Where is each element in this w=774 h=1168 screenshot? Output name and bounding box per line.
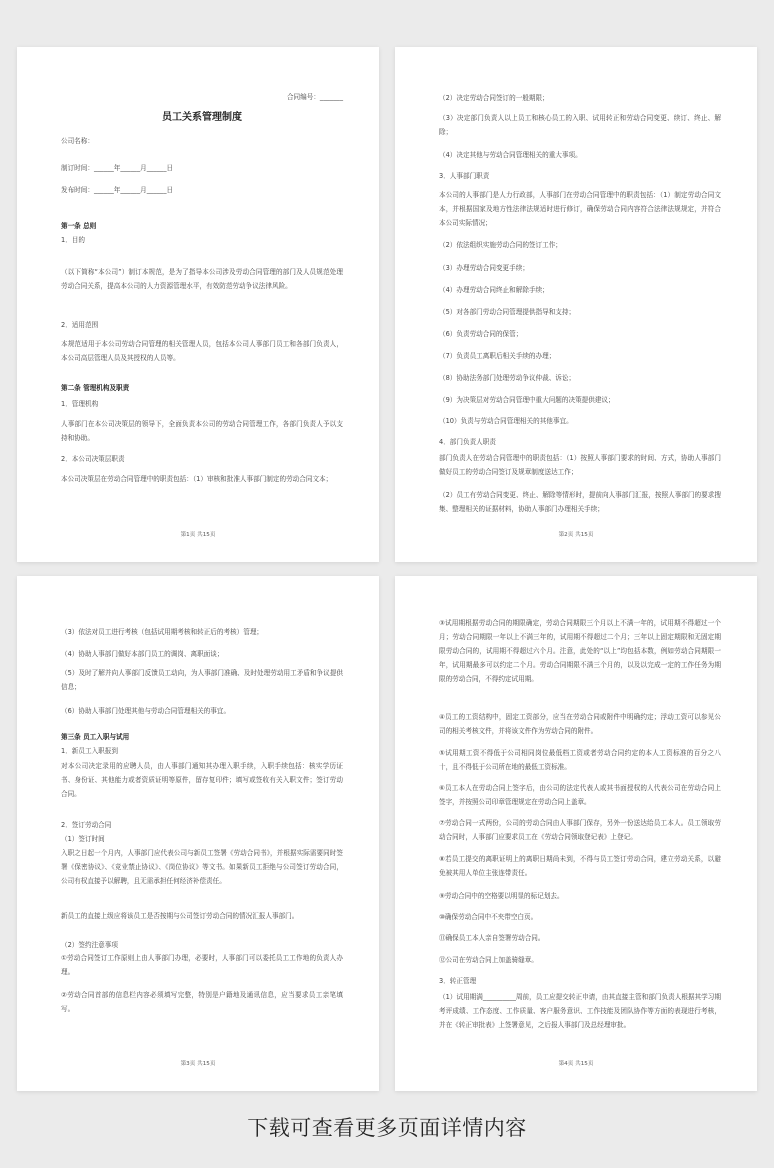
document-page-2 <box>395 47 757 562</box>
list-item: （9）为决策层对劳动合同管理中重大问题的决策提供建议； <box>439 396 615 404</box>
page-footer: 第1页 共15页 <box>180 532 216 538</box>
document-page-3 <box>17 576 379 1091</box>
list-item: （5）对各部门劳动合同管理提供指导和支持； <box>439 308 576 316</box>
list-item: （2）决定劳动合同签订的一般期限； <box>439 94 549 102</box>
paragraph: 本公司决策层在劳动合同管理中的职责包括：（1）审核和批准人事部门制定的劳动合同文本； <box>61 475 333 483</box>
contract-number: 合同编号：_______ <box>286 93 343 101</box>
paragraph: ⑩确保劳动合同中不夹带空白页。 <box>439 913 538 921</box>
made-date: 制订时间：______年______月______日 <box>61 164 174 172</box>
list-item: （7）负责员工离职后相关手续的办理； <box>439 352 556 360</box>
list-item: （6）协助人事部门处理其他与劳动合同管理相关的事宜。 <box>61 707 231 715</box>
paragraph: 本规范适用于本公司劳动合同管理的相关管理人员，包括本公司人事部门员工和各部门负责人，本公司高层管理人员及其授权的人员等。 <box>61 340 343 362</box>
download-more-caption: 下载可查看更多页面详情内容 <box>247 1116 527 1140</box>
subsection-heading: 1．目的 <box>61 236 85 244</box>
paragraph: ④员工的工资结构中，固定工资部分，应当在劳动合同或附件中明确约定；浮动工资可以参见公司的相关考核文件，并将该文件作为劳动合同的附件。 <box>439 713 721 735</box>
paragraph: 入职之日起一个月内，人事部门应代表公司与新员工签署《劳动合同书》，并根据实际需要同时签署《保密协议》、《竞业禁止协议》、《岗位协议》等文书。如果新员工拒绝与公司签订劳动合同，公司有权直接予以解聘，且无需承担任何经济补偿责任。 <box>61 849 343 885</box>
paragraph: （2）员工有劳动合同变更、终止、解除等情形时，提前向人事部门汇报，按照人事部门的要求搜集、整理相关的证据材料，协助人事部门办理相关手续； <box>439 491 721 513</box>
paragraph: ⑫公司在劳动合同上加盖骑缝章。 <box>439 956 538 964</box>
paragraph: 人事部门在本公司决策层的领导下，全面负责本公司的劳动合同管理工作，各部门负责人予以支持和协助。 <box>61 420 343 442</box>
section-heading: 第一条 总则 <box>61 222 97 230</box>
subsection-heading: 1．新员工入职报到 <box>61 747 118 755</box>
paragraph: ①劳动合同签订工作原则上由人事部门办理，必要时，人事部门可以委托员工工作地的负责人办理。 <box>61 954 343 976</box>
paragraph: （以下简称“本公司”）制订本规范，是为了指导本公司涉及劳动合同管理的部门及人员规范处理劳动合同关系，提高本公司的人力资源管理水平，有效防范劳动争议法律风险。 <box>61 268 343 290</box>
paragraph: ⑧若员工提交的离职证明上的离职日期尚未到，不得与员工签订劳动合同，建立劳动关系，以避免被其用人单位主张连带责任。 <box>439 855 721 877</box>
list-item: （3）依法对员工进行考核（包括试用期考核和转正后的考核）管理； <box>61 628 264 636</box>
subsection-heading: 2．签订劳动合同 <box>61 821 112 829</box>
subsection-heading: 2．本公司决策层职责 <box>61 455 125 463</box>
paragraph: 本公司的人事部门是人力行政部，人事部门在劳动合同管理中的职责包括：（1）制定劳动合同文本，并根据国家及地方性法律法规适时进行修订，确保劳动合同内容符合法律法规规定，并符合本公司实际情况； <box>439 191 721 227</box>
subsection-heading: 1．管理机构 <box>61 400 99 408</box>
subsection-heading: （2）签约注意事项 <box>61 941 118 949</box>
list-item: （3）决定部门负责人以上员工和核心员工的入职、试用转正和劳动合同变更、续订、终止、解除； <box>439 114 721 136</box>
list-item: （4）办理劳动合同终止和解除手续； <box>439 286 549 294</box>
page-footer: 第4页 共15页 <box>558 1061 594 1067</box>
paragraph: ⑪确保员工本人亲自签署劳动合同。 <box>439 934 545 942</box>
list-item: （2）依法组织实施劳动合同的签订工作； <box>439 241 562 249</box>
subsection-heading: 4．部门负责人职责 <box>439 438 496 446</box>
subsection-heading: 3．人事部门职责 <box>439 172 490 180</box>
document-page-4 <box>395 576 757 1091</box>
paragraph: 部门负责人在劳动合同管理中的职责包括：（1）按照人事部门要求的时间、方式，协助人事部门做好员工的劳动合同签订及规章制度送达工作； <box>439 454 721 476</box>
paragraph: 对本公司决定录用的应聘人员，由人事部门通知其办理入职手续，入职手续包括：核实学历证书、身份证、其他能力或者资质证明等原件，留存复印件；填写或签收有关入职文件；签订劳动合同。 <box>61 762 343 798</box>
paragraph: ③试用期根据劳动合同的期限确定，劳动合同期限三个月以上不满一年的，试用期不得超过一个月；劳动合同期限一年以上不满三年的，试用期不得超过二个月；三年以上固定期限和无固定期限劳动合同的，试用期不得超过六个月。注意，此处的“以上”均包括本数，例如劳动合同期限一年，试用期最多可以约定二个月。劳动合同期限不满三个月的，以及以完成一定的工作任务为期限的劳动合同，不得约定试用期。 <box>439 619 721 683</box>
document-title: 员工关系管理制度 <box>162 112 242 123</box>
document-page-1 <box>17 47 379 562</box>
paragraph: ⑤试用期工资不得低于公司相同岗位最低档工资或者劳动合同约定的本人工资标准的百分之八十，且不得低于公司所在地的最低工资标准。 <box>439 749 721 771</box>
list-item: （8）协助法务部门处理劳动争议仲裁、诉讼； <box>439 374 576 382</box>
list-item: （6）负责劳动合同的保管； <box>439 330 523 338</box>
section-heading: 第三条 员工入职与试用 <box>61 733 130 741</box>
paragraph: ⑥员工本人在劳动合同上签字后，由公司的法定代表人或其书面授权的人代表公司在劳动合同上签字，并按照公司印章管理规定在劳动合同上盖章。 <box>439 784 721 806</box>
paragraph: ⑨劳动合同中的空格要以明显的标记划去。 <box>439 892 564 900</box>
page-footer: 第3页 共15页 <box>180 1061 216 1067</box>
paragraph: 新员工的直接上级应将该员工是否按期与公司签订劳动合同的情况汇报人事部门。 <box>61 912 299 920</box>
list-item: （10）负责与劳动合同管理相关的其他事宜。 <box>439 417 573 425</box>
subsection-heading: 2．适用范围 <box>61 321 99 329</box>
subsection-heading: （1）签订时间 <box>61 835 105 843</box>
list-item: （5）及时了解并向人事部门反馈员工动向，为人事部门准确、及时处理劳动用工矛盾和争议提供信息； <box>61 669 343 691</box>
company-name: 公司名称： <box>61 137 94 145</box>
subsection-heading: 3．转正管理 <box>439 977 477 985</box>
paragraph: （1）试用期满__________周前，员工应提交转正申请，由其直接主管和部门负责人根据其学习期考评成绩、工作态度、工作质量、客户服务意识、工作技能及团队协作等方面的表现进行考核，并在《转正审批表》上签署意见，之后报人事部门及总经理审批。 <box>439 993 721 1029</box>
paragraph: ②劳动合同首部的信息栏内容必须填写完整，特别是户籍地及通讯信息，应当要求员工亲笔填写。 <box>61 991 343 1013</box>
list-item: （4）决定其他与劳动合同管理相关的重大事项。 <box>439 151 582 159</box>
page-footer: 第2页 共15页 <box>558 532 594 538</box>
section-heading: 第二条 管理机构及职责 <box>61 384 130 392</box>
list-item: （4）协助人事部门做好本部门员工的调岗、离职面谈； <box>61 650 224 658</box>
paragraph: ⑦劳动合同一式两份，公司的劳动合同由人事部门保存，另外一份送达给员工本人。员工领取劳动合同时，人事部门应要求员工在《劳动合同领取登记表》上登记。 <box>439 819 721 841</box>
list-item: （3）办理劳动合同变更手续； <box>439 264 529 272</box>
issue-date: 发布时间：______年______月______日 <box>61 186 174 194</box>
